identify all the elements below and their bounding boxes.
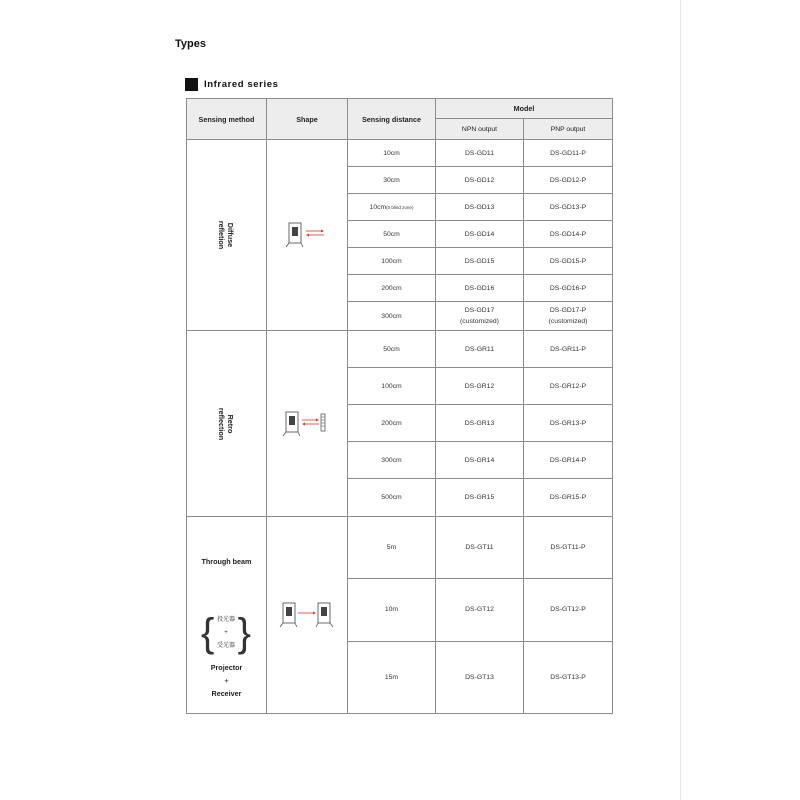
header-model: Model [436,99,613,119]
npn-cell: DS-GR11 [436,331,524,368]
en-projector-label: Projector [210,663,243,672]
section-title: Infrared series [204,79,279,90]
cn-projector-label: 投光器 [216,617,235,623]
right-brace-icon: } [237,611,251,655]
npn-model: DS-GD17 [464,307,495,314]
pnp-cell: DS-GR12-P [524,368,613,405]
npn-cell: DS-GT13 [436,641,524,713]
pnp-cell: DS-GT13-P [524,641,613,713]
npn-cell: DS-GR12 [436,368,524,405]
distance-cell: 100cm [348,248,436,275]
table-row [187,140,613,167]
en-receiver-label: Receiver [211,689,242,698]
distance-cell: 200cm [348,405,436,442]
header-pnp-output: PNP output [524,119,613,140]
npn-cell: DS-GD13 [436,194,524,221]
npn-cell: DS-GD14 [436,221,524,248]
distance-value: 10cm [369,203,387,211]
distance-cell: 300cm [348,302,436,331]
npn-cell: DS-GR13 [436,405,524,442]
distance-cell: 30cm [348,167,436,194]
npn-cell: DS-GR14 [436,442,524,479]
en-plus: + [224,676,229,685]
npn-cell: DS-GD11 [436,140,524,167]
pnp-cell: DS-GR14-P [524,442,613,479]
pnp-cell: DS-GD13-P [524,194,613,221]
through-beam-sensor-icon [279,599,335,631]
npn-cell: DS-GT12 [436,579,524,641]
method-diffuse-label: Diffuse refletion [217,220,236,250]
method-through-label: Through beam [201,557,252,566]
distance-note: (0 blind zone) [386,204,414,210]
pnp-note: (customized) [548,318,588,325]
distance-cell: 100cm [348,368,436,405]
distance-cell: 10m [348,579,436,641]
header-shape: Shape [267,99,348,140]
npn-cell [436,302,524,331]
page-title: Types [175,38,206,50]
pnp-cell: DS-GD11-P [524,140,613,167]
method-through-cell [187,517,267,714]
pnp-cell: DS-GT12-P [524,579,613,641]
distance-cell: 10cm [348,140,436,167]
method-retro-label: Retro reflection [217,407,236,440]
shape-through-cell [267,517,348,714]
distance-cell: 200cm [348,275,436,302]
distance-cell: 300cm [348,442,436,479]
pnp-cell: DS-GD12-P [524,167,613,194]
distance-cell: 500cm [348,479,436,517]
section-heading [185,78,278,91]
pnp-cell: DS-GD14-P [524,221,613,248]
npn-cell: DS-GT11 [436,517,524,579]
shape-diffuse-cell [267,140,348,331]
distance-cell [348,194,436,221]
diffuse-sensor-icon [285,219,329,251]
section-square-icon [185,78,198,91]
pnp-cell: DS-GD15-P [524,248,613,275]
npn-cell: DS-GD16 [436,275,524,302]
method-retro-cell [187,331,267,517]
header-sensing-method: Sensing method [187,99,267,140]
retro-reflective-sensor-icon [282,408,332,440]
pnp-cell: DS-GR11-P [524,331,613,368]
shape-retro-cell [267,331,348,517]
types-table [186,98,613,714]
table-row [187,331,613,368]
header-sensing-distance: Sensing distance [348,99,436,140]
pnp-cell: DS-GT11-P [524,517,613,579]
distance-cell: 50cm [348,221,436,248]
npn-cell: DS-GD12 [436,167,524,194]
cn-brace-group [201,612,251,654]
npn-cell: DS-GD15 [436,248,524,275]
page-edge-rule [680,0,681,800]
left-brace-icon: { [201,611,215,655]
header-npn-output: NPN output [436,119,524,140]
pnp-cell [524,302,613,331]
distance-cell: 5m [348,517,436,579]
distance-cell: 50cm [348,331,436,368]
npn-note: (customized) [460,318,499,325]
distance-cell: 15m [348,641,436,713]
table-row [187,517,613,579]
cn-plus: + [224,630,228,636]
pnp-cell: DS-GD16-P [524,275,613,302]
method-diffuse-cell [187,140,267,331]
pnp-cell: DS-GR13-P [524,405,613,442]
pnp-model: DS-GD17-P [549,307,587,314]
cn-receiver-label: 受光器 [216,643,235,649]
npn-cell: DS-GR15 [436,479,524,517]
pnp-cell: DS-GR15-P [524,479,613,517]
